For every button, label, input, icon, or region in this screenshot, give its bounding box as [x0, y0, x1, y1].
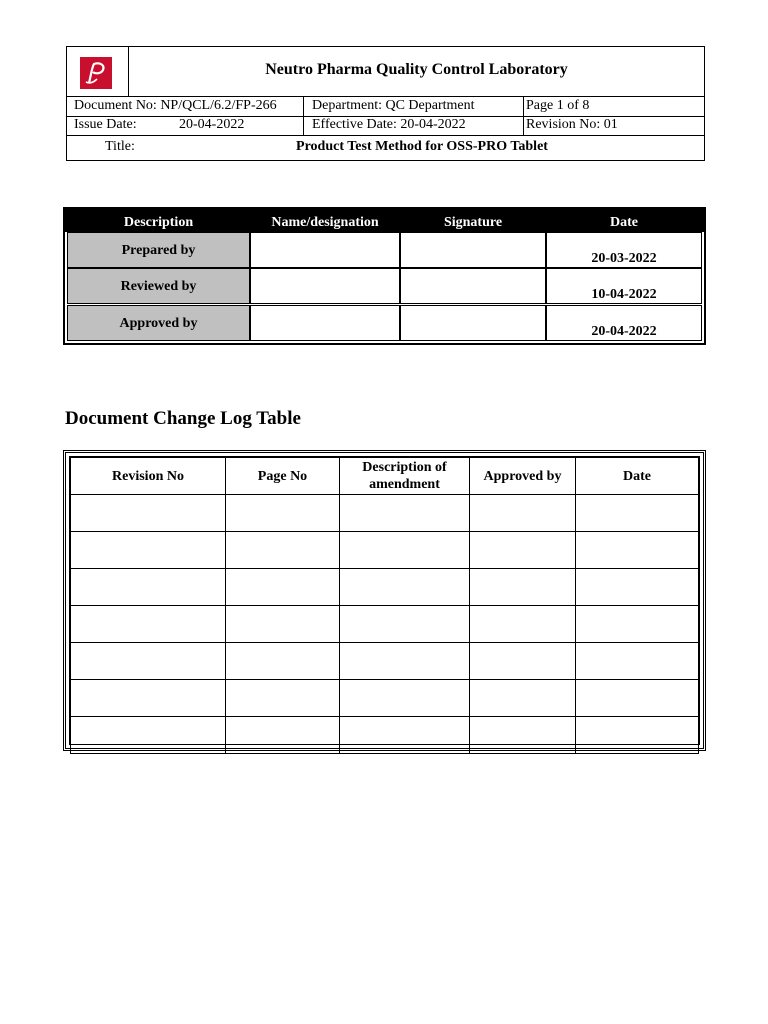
table-row: [71, 606, 699, 643]
company-name: Neutro Pharma Quality Control Laboratory: [265, 61, 568, 78]
header-row-title: [67, 135, 704, 160]
change-log-table: [63, 450, 706, 751]
col-approved-by: Approved by: [470, 458, 576, 495]
approval-row-prepared: [67, 232, 702, 268]
header-name-designation: Name/designation: [271, 215, 379, 230]
revision-number: Revision No: 01: [526, 117, 618, 132]
change-log-header-row: [71, 458, 699, 495]
title-label: Title:: [105, 139, 135, 154]
issue-date-label: Issue Date:: [74, 117, 137, 132]
prepared-by-date: 20-03-2022: [546, 232, 702, 268]
change-log-heading: Document Change Log Table: [65, 408, 301, 429]
issue-date-cell: [67, 116, 304, 135]
approval-row-reviewed: [67, 268, 702, 304]
prepared-by-signature: [400, 232, 546, 268]
reviewed-by-label: Reviewed by: [67, 268, 250, 304]
change-log-inner: [69, 456, 700, 745]
header-row-dates: [67, 116, 704, 136]
approval-row-approved: [67, 305, 702, 341]
header-description: Description: [123, 215, 194, 230]
table-row: [71, 569, 699, 606]
reviewed-by-signature: [400, 268, 546, 304]
approved-by-name: [250, 305, 400, 341]
department: Department: QC Department: [304, 97, 524, 116]
col-page-no: Page No: [226, 458, 340, 495]
table-row: [71, 717, 699, 754]
col-revision-no: Revision No: [71, 458, 226, 495]
table-row: [71, 680, 699, 717]
col-description-of-amendment: Description of amendment: [340, 458, 470, 495]
table-row: [71, 643, 699, 680]
header-row-docinfo: [67, 97, 704, 117]
prepared-by-name: [250, 232, 400, 268]
table-row: [71, 495, 699, 532]
reviewed-by-name: [250, 268, 400, 304]
issue-date-value: 20-04-2022: [179, 117, 245, 132]
company-logo-icon: [80, 57, 112, 89]
prepared-by-label: Prepared by: [67, 232, 250, 268]
document-header: [66, 46, 705, 161]
effective-date: Effective Date: 20-04-2022: [304, 116, 524, 135]
reviewed-by-date: 10-04-2022: [546, 268, 702, 304]
approved-by-signature: [400, 305, 546, 341]
page-count: Page 1 of 8: [526, 98, 590, 113]
header-date: Date: [610, 215, 638, 230]
approval-table: [63, 207, 706, 345]
col-date: Date: [576, 458, 699, 495]
header-top-row: [67, 47, 704, 97]
change-log-grid: [70, 457, 699, 754]
approved-by-label: Approved by: [67, 305, 250, 341]
header-signature: Signature: [443, 215, 503, 230]
table-row: [71, 532, 699, 569]
approval-header-row: [65, 209, 704, 232]
approved-by-date: 20-04-2022: [546, 305, 702, 341]
logo-cell: [67, 47, 129, 96]
document-number: Document No: NP/QCL/6.2/FP-266: [67, 97, 304, 116]
document-title: Product Test Method for OSS-PRO Tablet: [296, 139, 548, 154]
